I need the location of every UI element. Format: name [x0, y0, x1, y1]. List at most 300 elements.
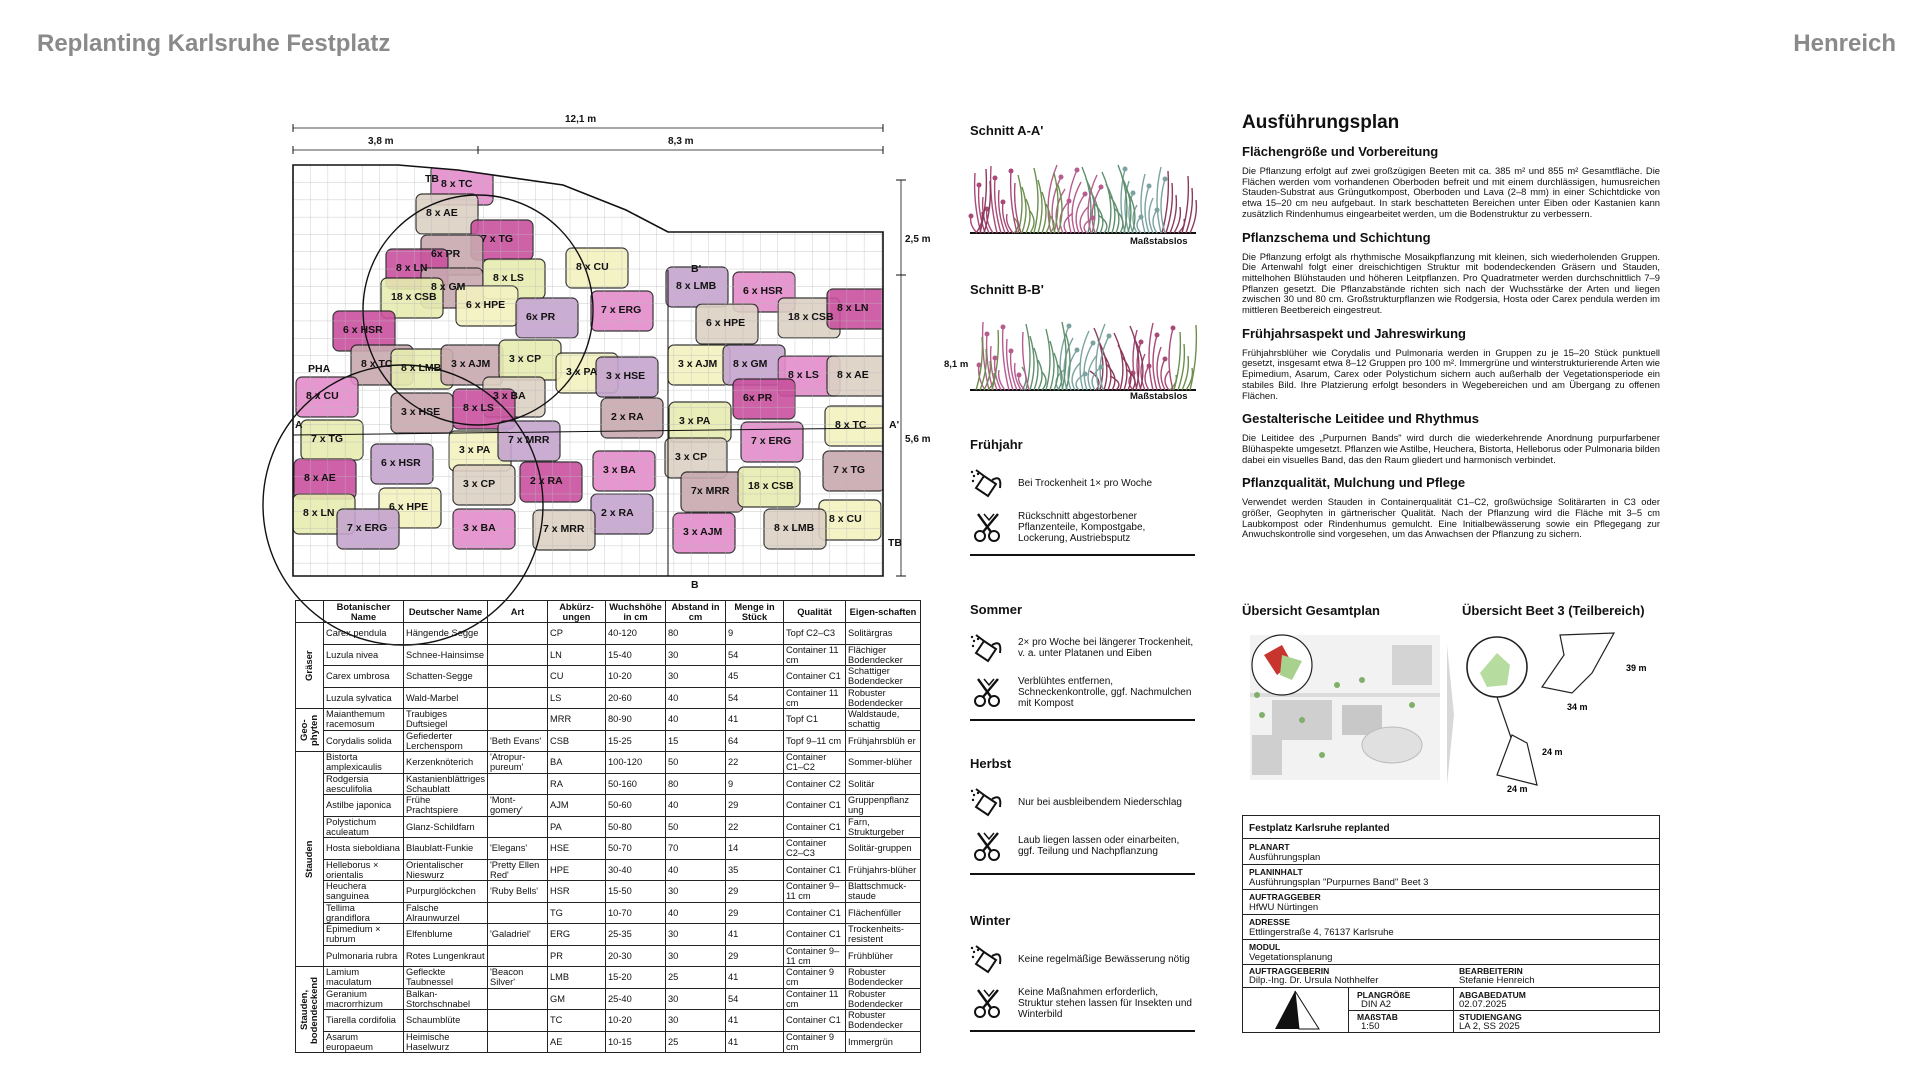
- table-cell: Maianthemum racemosum: [324, 709, 404, 731]
- shears-icon: [970, 986, 1008, 1020]
- table-cell: 40: [666, 687, 726, 709]
- table-cell: Sommer-blüher: [846, 752, 921, 774]
- table-cell: Corydalis solida: [324, 730, 404, 752]
- table-row: [296, 773, 921, 795]
- title-block: [1242, 815, 1660, 1033]
- table-cell: TC: [548, 1010, 606, 1032]
- text-heading: Pflanzqualität, Mulchung und Pflege: [1242, 475, 1466, 491]
- plant-group-label: 7 x TG: [833, 464, 866, 476]
- table-cell: 29: [726, 945, 784, 967]
- table-cell: Helleborus × orientalis: [324, 859, 404, 881]
- table-cell: 40: [666, 709, 726, 731]
- dim-right: 8,3 m: [668, 136, 694, 147]
- section-a-title: Schnitt A-A': [970, 123, 1044, 138]
- table-cell: 22: [726, 752, 784, 774]
- plant-group-label: 3 x CP: [675, 451, 708, 463]
- table-cell: Container C2–C3: [784, 838, 846, 860]
- text-paragraph: Die Pflanzung erfolgt als rhythmische Mosaikpflanzung mit kleinen, sich wiederholenden Gruppen. Die Artenwahl folgt einer dreischichtigen Struktur mit bodendeckenden Gräsern und Stauden, mittelhohen Blühstauden und höheren Leitpflanzen. Pro Quadratmeter werden durchschnittlich 7–9 Pflanzen gesetzt. Die Pflanzabstände richten sich nach der Wuchsstärke der Arten und liegen zwischen 30 und 80 cm. Großstrukturpflanzen wie Rodgersia, Hosta oder Carex pendula werden im mittleren Beetbereich eingestreut.: [1242, 250, 1660, 316]
- overview-maps: [1242, 625, 1662, 795]
- table-cell: 30: [666, 924, 726, 946]
- table-cell: 29: [726, 795, 784, 817]
- plant-group-label: 6 x HPE: [466, 299, 506, 311]
- table-cell: Container C1: [784, 816, 846, 838]
- table-row: [296, 623, 921, 645]
- shears-icon: [970, 510, 1008, 544]
- table-cell: 9: [726, 773, 784, 795]
- table-cell: 41: [726, 709, 784, 731]
- table-cell: Heimische Haselwurz: [404, 1031, 488, 1053]
- plant-group-label: 6x PR: [431, 248, 461, 260]
- dim-left: 3,8 m: [368, 136, 394, 147]
- table-cell: 'Beth Evans': [488, 730, 548, 752]
- table-cell: Waldstaude, schattig: [846, 709, 921, 731]
- plant-list-table: [295, 600, 921, 1053]
- table-cell: 25-35: [606, 924, 666, 946]
- plant-group-label: 8 x CU: [306, 390, 339, 402]
- tb-auftraggeberin: Dilp.-Ing. Dr. Ursula Nothhelfer: [1249, 975, 1379, 986]
- planting-plan: [293, 110, 931, 591]
- season-item-text: Verblühtes entfernen, Schneckenkontrolle, ggf. Nachmulchen mit Kompost: [1018, 675, 1192, 709]
- table-cell: 20-30: [606, 945, 666, 967]
- watering-can-icon: [970, 466, 1008, 500]
- marker-b-bottom: B: [691, 579, 699, 591]
- table-cell: Carex umbrosa: [324, 666, 404, 688]
- table-cell: Container 9 cm: [784, 1031, 846, 1053]
- table-cell: 45: [726, 666, 784, 688]
- table-cell: Robuster Bodendecker: [846, 988, 921, 1010]
- table-cell: 54: [726, 988, 784, 1010]
- plant-group-label: 8 x LMB: [676, 280, 717, 292]
- table-cell: 15-50: [606, 881, 666, 903]
- season-title: Frühjahr: [970, 437, 1023, 452]
- season-item: [970, 631, 1195, 665]
- table-row: [296, 881, 921, 903]
- table-cell: Blaublatt-Funkie: [404, 838, 488, 860]
- table-cell: AE: [548, 1031, 606, 1053]
- season-item: [970, 986, 1195, 1020]
- table-cell: 50: [666, 752, 726, 774]
- table-cell: Tellima grandiflora: [324, 902, 404, 924]
- table-cell: [488, 1010, 548, 1032]
- dim-24a: 24 m: [1542, 747, 1563, 757]
- table-row: [296, 687, 921, 709]
- season-block: [970, 913, 1195, 1032]
- table-cell: 35: [726, 859, 784, 881]
- table-header-group: [296, 601, 324, 623]
- table-row: [296, 902, 921, 924]
- table-cell: [488, 902, 548, 924]
- author-name: Henreich: [1793, 30, 1896, 57]
- table-cell: Kerzenknöterich: [404, 752, 488, 774]
- section-a-scale: Maßstabslos: [1130, 236, 1188, 247]
- table-cell: Frühjahrs-blüher: [846, 859, 921, 881]
- table-cell: Traubiges Duftsiegel: [404, 709, 488, 731]
- table-row: [296, 752, 921, 774]
- table-cell: Glanz-Schildfarn: [404, 816, 488, 838]
- table-cell: [488, 945, 548, 967]
- table-row: [296, 859, 921, 881]
- table-cell: Schaumblüte: [404, 1010, 488, 1032]
- table-header-cell: Art: [488, 601, 548, 623]
- table-row: [296, 709, 921, 731]
- tb-abgabedatum-label: ABGABEDATUM: [1459, 990, 1526, 1000]
- table-row: [296, 988, 921, 1010]
- text-paragraph: Verwendet werden Stauden in Containerqualität C1–C2, großwüchsige Solitärarten in C3 oder größer, Geophyten in gärtnerischer Qualität. Nach der Pflanzung wird die Fläche mit 3–5 cm Laubkompost oder Rindenhumus gemulcht. Eine Initialbewässerung sowie ein Pflegegang zur Anwuchskontrolle sind vorgesehen, um das Anwachsen der Pflanzung zu sichern.: [1242, 496, 1660, 540]
- tb-abgabedatum: 02.07.2025: [1459, 999, 1507, 1010]
- table-cell: 50-60: [606, 795, 666, 817]
- table-cell: 80: [666, 623, 726, 645]
- tb-auftraggeberin-label: AUFTRAGGEBERIN: [1249, 966, 1330, 976]
- table-cell: Blattschmuck-staude: [846, 881, 921, 903]
- season-title: Winter: [970, 913, 1011, 928]
- table-cell: LN: [548, 644, 606, 666]
- plant-group-label: 7 x MRR: [508, 434, 550, 446]
- table-header-cell: Botanischer Name: [324, 601, 404, 623]
- table-row: [296, 838, 921, 860]
- tb-planinhalt-label: PLANINHALT: [1249, 867, 1303, 877]
- project-title: Replanting Karlsruhe Festplatz: [37, 30, 391, 57]
- table-cell: BA: [548, 752, 606, 774]
- table-cell: Robuster Bodendecker: [846, 687, 921, 709]
- table-cell: 20-60: [606, 687, 666, 709]
- tb-planinhalt: Ausführungsplan "Purpurnes Band" Beet 3: [1249, 877, 1429, 888]
- table-cell: Container C1: [784, 1010, 846, 1032]
- table-cell: ERG: [548, 924, 606, 946]
- table-group-label: Geo-phyten: [296, 709, 324, 752]
- table-header-cell: Eigen-schaften: [846, 601, 921, 623]
- tb-plangroesse: DIN A2: [1361, 999, 1392, 1010]
- table-cell: 10-20: [606, 666, 666, 688]
- table-row: [296, 666, 921, 688]
- table-cell: Container C1: [784, 902, 846, 924]
- dim-total: 12,1 m: [565, 114, 597, 125]
- table-cell: 'Beacon Silver': [488, 967, 548, 989]
- table-cell: Topf 9–11 cm: [784, 730, 846, 752]
- table-cell: LS: [548, 687, 606, 709]
- season-item-text: Keine Maßnahmen erforderlich, Struktur stehen lassen für Insekten und Winterbild: [1018, 986, 1192, 1020]
- table-cell: AJM: [548, 795, 606, 817]
- table-cell: [488, 988, 548, 1010]
- watering-can-icon: [970, 942, 1008, 976]
- tb-adresse-label: ADRESSE: [1249, 917, 1291, 927]
- season-item: [970, 510, 1195, 544]
- text-paragraph: Die Pflanzung erfolgt auf zwei großzügigen Beeten mit ca. 385 m² und 855 m² Gesamtfläche. Die Flächen werden vom vorhandenen Oberboden befreit und mit einem durchlässigen, humusreichen Stauden-Substrat aus Grüngutkompost, Oberboden und Lava (2–8 mm) in einer Schichtdicke von etwa 15–20 cm neu aufgebaut. In stark beschatteten Bereichen unter Eiben oder Kastanien kann zusätzlich Rindenhumus eingearbeitet werden, um die Bodenstruktur zu verbessern.: [1242, 165, 1660, 219]
- table-row: [296, 945, 921, 967]
- table-group-label: Stauden: [296, 752, 324, 967]
- table-cell: 29: [726, 902, 784, 924]
- season-title: Herbst: [970, 756, 1012, 771]
- text-heading: Gestalterische Leitidee und Rhythmus: [1242, 411, 1479, 427]
- marker-a-left: A: [295, 419, 303, 431]
- table-cell: Container C2: [784, 773, 846, 795]
- plant-group-label: 2 x RA: [611, 411, 644, 423]
- plant-group-label: 8 x LS: [493, 272, 524, 284]
- table-row: [296, 1010, 921, 1032]
- table-group-label: Gräser: [296, 623, 324, 709]
- plant-group-label: 6 x HSR: [343, 324, 383, 336]
- season-block: [970, 756, 1195, 875]
- plant-group-label: 8 x GM: [733, 358, 768, 370]
- table-cell: 9: [726, 623, 784, 645]
- table-cell: Container 9–11 cm: [784, 881, 846, 903]
- table-cell: Frühe Prachtspiere: [404, 795, 488, 817]
- plant-group-label: 7 x MRR: [543, 523, 585, 535]
- table-header-row: [296, 601, 921, 623]
- section-b-height: 8,1 m: [944, 359, 969, 370]
- table-cell: Solitärgras: [846, 623, 921, 645]
- table-cell: Rotes Lungenkraut: [404, 945, 488, 967]
- plant-group-label: 3 x AJM: [683, 526, 723, 538]
- marker-tb-top: TB: [425, 173, 439, 185]
- table-cell: Container C1: [784, 859, 846, 881]
- season-item-text: Nur bei ausbleibendem Niederschlag: [1018, 796, 1182, 808]
- season-item: [970, 785, 1195, 819]
- table-cell: Container 9–11 cm: [784, 945, 846, 967]
- plant-group-label: 2 x RA: [530, 475, 563, 487]
- table-cell: Falsche Alraunwurzel: [404, 902, 488, 924]
- plant-group-label: 2 x RA: [601, 507, 634, 519]
- north-arrow-icon: [1243, 987, 1349, 1033]
- table-cell: TG: [548, 902, 606, 924]
- plant-group-label: 3 x CP: [509, 353, 542, 365]
- table-cell: Heuchera sanguinea: [324, 881, 404, 903]
- plant-group-label: 18 x CSB: [391, 291, 437, 303]
- plant-group-label: 8 x AE: [426, 207, 458, 219]
- table-cell: Frühjahrsblüh er: [846, 730, 921, 752]
- table-cell: Container 9 cm: [784, 967, 846, 989]
- table-header-cell: Abkürz-ungen: [548, 601, 606, 623]
- tb-title: Festplatz Karlsruhe replanted: [1249, 823, 1390, 834]
- plant-group-label: 8 x TC: [441, 178, 473, 190]
- table-cell: Flächiger Bodendecker: [846, 644, 921, 666]
- table-cell: Schnee-Hainsimse: [404, 644, 488, 666]
- table-cell: 'Ruby Bells': [488, 881, 548, 903]
- section-b-illustration: [968, 300, 1198, 400]
- table-cell: 15-20: [606, 967, 666, 989]
- season-block: [970, 602, 1195, 721]
- plant-group-label: 3 x CP: [463, 478, 496, 490]
- table-cell: 30: [666, 666, 726, 688]
- table-cell: 10-70: [606, 902, 666, 924]
- plant-group-label: 7 x ERG: [347, 522, 388, 534]
- table-cell: RA: [548, 773, 606, 795]
- text-paragraph: Frühjahrsblüher wie Corydalis und Pulmonaria werden in Gruppen zu je 15–20 Stück punktuell gesetzt, insgesamt etwa 8–12 Gruppen pro 100 m². Immergrüne und winterstrukturierende Arten wie Epimedium, Asarum, Carex oder Polystichum sichern auch außerhalb der Vegetationsperiode ein stabiles Bild. Ihre Platzierung erfolgt besonders in Wegebereichen und am Übergang zu offenen Flächen.: [1242, 346, 1660, 401]
- table-cell: 15-25: [606, 730, 666, 752]
- table-cell: Balkan-Storchschnabel: [404, 988, 488, 1010]
- table-cell: 10-15: [606, 1031, 666, 1053]
- table-cell: Rodgersia aesculifolia: [324, 773, 404, 795]
- plant-group-label: 7x MRR: [691, 485, 730, 497]
- table-cell: Kastanienblättriges Schaublatt: [404, 773, 488, 795]
- plant-group-label: 3 x HSE: [401, 406, 441, 418]
- table-cell: 54: [726, 687, 784, 709]
- table-cell: CSB: [548, 730, 606, 752]
- table-cell: 22: [726, 816, 784, 838]
- tb-modul: Vegetationsplanung: [1249, 952, 1333, 963]
- table-cell: Container 11 cm: [784, 988, 846, 1010]
- table-cell: Robuster Bodendecker: [846, 967, 921, 989]
- table-cell: Container C1: [784, 924, 846, 946]
- table-cell: Hängende Segge: [404, 623, 488, 645]
- bed-map: [1467, 633, 1647, 794]
- table-cell: Purpurglöckchen: [404, 881, 488, 903]
- marker-tb-right: TB: [888, 537, 902, 549]
- table-cell: Solitär-gruppen: [846, 838, 921, 860]
- season-block: [970, 437, 1195, 556]
- plant-group-label: 3 x PA: [679, 415, 711, 427]
- table-row: [296, 644, 921, 666]
- table-cell: 50: [666, 816, 726, 838]
- plant-group-label: 8 x AE: [837, 369, 869, 381]
- table-cell: 'Mont-gomery': [488, 795, 548, 817]
- table-cell: Carex pendula: [324, 623, 404, 645]
- table-cell: GM: [548, 988, 606, 1010]
- plant-group-label: 3 x AJM: [451, 358, 491, 370]
- tb-massstab-label: MAßSTAB: [1357, 1012, 1398, 1022]
- overview-total-title: Übersicht Gesamtplan: [1242, 603, 1380, 618]
- table-cell: Container 11 cm: [784, 644, 846, 666]
- plant-group-label: 7 x TG: [481, 233, 514, 245]
- table-cell: Gefiederter Lerchensporn: [404, 730, 488, 752]
- table-cell: 80: [666, 773, 726, 795]
- table-cell: Robuster Bodendecker: [846, 1010, 921, 1032]
- table-cell: Topf C1: [784, 709, 846, 731]
- table-header-cell: Qualität: [784, 601, 846, 623]
- table-cell: Luzula sylvatica: [324, 687, 404, 709]
- plant-group-label: 8 x TC: [835, 419, 867, 431]
- table-cell: 80-90: [606, 709, 666, 731]
- table-cell: [488, 1031, 548, 1053]
- table-group-label: Stauden, bodendeckend: [296, 967, 324, 1053]
- text-heading: Flächengröße und Vorbereitung: [1242, 144, 1439, 159]
- plant-group-label: 3 x HSE: [606, 370, 646, 382]
- table-cell: 14: [726, 838, 784, 860]
- table-cell: 50-160: [606, 773, 666, 795]
- table-cell: Orientalischer Nieswurz: [404, 859, 488, 881]
- table-cell: 70: [666, 838, 726, 860]
- plant-group-label: 8 x CU: [829, 513, 862, 525]
- plant-group-label: 6x PR: [743, 392, 773, 404]
- plant-group-label: 8 x CU: [576, 261, 609, 273]
- shears-icon: [970, 675, 1008, 709]
- table-cell: Polystichum aculeatum: [324, 816, 404, 838]
- season-item: [970, 942, 1195, 976]
- table-cell: HSR: [548, 881, 606, 903]
- table-cell: 40: [666, 859, 726, 881]
- plant-group-label: 6 x HSR: [381, 457, 421, 469]
- table-cell: 25-40: [606, 988, 666, 1010]
- tb-studiengang: LA 2, SS 2025: [1459, 1021, 1520, 1032]
- table-cell: 'Pretty Ellen Red': [488, 859, 548, 881]
- table-cell: 64: [726, 730, 784, 752]
- tb-bearbeiterin: Stefanie Henreich: [1459, 975, 1535, 986]
- table-cell: [488, 666, 548, 688]
- plant-group-label: 8 x LMB: [774, 522, 815, 534]
- table-cell: 'Galadriel': [488, 924, 548, 946]
- table-cell: [488, 816, 548, 838]
- plant-group-label: 18 x CSB: [788, 311, 834, 323]
- plant-group-label: 3 x BA: [603, 464, 636, 476]
- tb-adresse: Ettlingerstraße 4, 76137 Karlsruhe: [1249, 927, 1394, 938]
- tb-plangroesse-label: PLANGRÖßE: [1357, 990, 1411, 1000]
- table-cell: Geranium macrorrhizum: [324, 988, 404, 1010]
- table-cell: 30-40: [606, 859, 666, 881]
- tb-planart: Ausführungsplan: [1249, 852, 1321, 863]
- text-heading: Frühjahrsaspekt und Jahreswirkung: [1242, 325, 1466, 341]
- table-cell: 'Atropur-pureum': [488, 752, 548, 774]
- table-cell: CP: [548, 623, 606, 645]
- table-cell: Container 11 cm: [784, 687, 846, 709]
- table-cell: Farn, Strukturgeber: [846, 816, 921, 838]
- plan-title: Ausführungsplan: [1242, 112, 1400, 133]
- table-cell: 25: [666, 1031, 726, 1053]
- tb-studiengang-label: STUDIENGANG: [1459, 1012, 1522, 1022]
- table-cell: Container C1: [784, 795, 846, 817]
- plant-group-label: 3 x BA: [493, 390, 526, 402]
- table-cell: [488, 623, 548, 645]
- dim-24b: 24 m: [1507, 784, 1528, 794]
- table-cell: 'Elegans': [488, 838, 548, 860]
- plant-group-label: 8 x LMB: [401, 362, 442, 374]
- site-map: [1250, 635, 1440, 780]
- marker-b-top: B': [691, 263, 702, 275]
- plant-group-label: 6 x HSR: [743, 285, 783, 297]
- table-cell: Schattiger Bodendecker: [846, 666, 921, 688]
- plant-group-label: 3 x PA: [566, 366, 598, 378]
- watering-can-icon: [970, 631, 1008, 665]
- overview-bed-title: Übersicht Beet 3 (Teilbereich): [1462, 603, 1645, 618]
- table-cell: 30: [666, 988, 726, 1010]
- dim-39: 39 m: [1626, 663, 1647, 673]
- season-item-text: Laub liegen lassen oder einarbeiten, ggf. Teilung und Nachpflanzung: [1018, 835, 1180, 857]
- table-cell: [488, 773, 548, 795]
- table-cell: [488, 709, 548, 731]
- season-item-text: Rückschnitt abgestorbener Pflanzenteile, Kompostgabe, Lockerung, Austriebsputz: [1018, 510, 1146, 544]
- section-a-illustration: [968, 140, 1198, 250]
- table-cell: 40-120: [606, 623, 666, 645]
- plant-group-label: 8 x GM: [431, 281, 466, 293]
- shears-icon: [970, 829, 1008, 863]
- table-cell: 41: [726, 967, 784, 989]
- table-header-cell: Wuchshöhe in cm: [606, 601, 666, 623]
- table-header-cell: Menge in Stück: [726, 601, 784, 623]
- table-cell: 50-80: [606, 816, 666, 838]
- table-cell: [488, 644, 548, 666]
- table-cell: 10-20: [606, 1010, 666, 1032]
- table-row: [296, 730, 921, 752]
- table-row: [296, 967, 921, 989]
- dim-34: 34 m: [1567, 702, 1588, 712]
- tb-modul-label: MODUL: [1249, 942, 1281, 952]
- table-cell: 29: [726, 881, 784, 903]
- table-cell: 41: [726, 924, 784, 946]
- plant-group-label: 8 x LN: [303, 507, 335, 519]
- description-text: [1242, 112, 1660, 540]
- marker-a-right: A': [889, 419, 900, 431]
- table-cell: Container C1–C2: [784, 752, 846, 774]
- table-cell: 15-40: [606, 644, 666, 666]
- plant-group-label: 3 x AJM: [678, 358, 718, 370]
- table-cell: 30: [666, 945, 726, 967]
- tb-massstab: 1:50: [1361, 1021, 1380, 1032]
- table-cell: Flächenfüller: [846, 902, 921, 924]
- table-cell: LMB: [548, 967, 606, 989]
- tb-planart-label: PLANART: [1249, 842, 1290, 852]
- table-header-cell: Deutscher Name: [404, 601, 488, 623]
- table-row: [296, 816, 921, 838]
- table-cell: HSE: [548, 838, 606, 860]
- table-cell: 25: [666, 967, 726, 989]
